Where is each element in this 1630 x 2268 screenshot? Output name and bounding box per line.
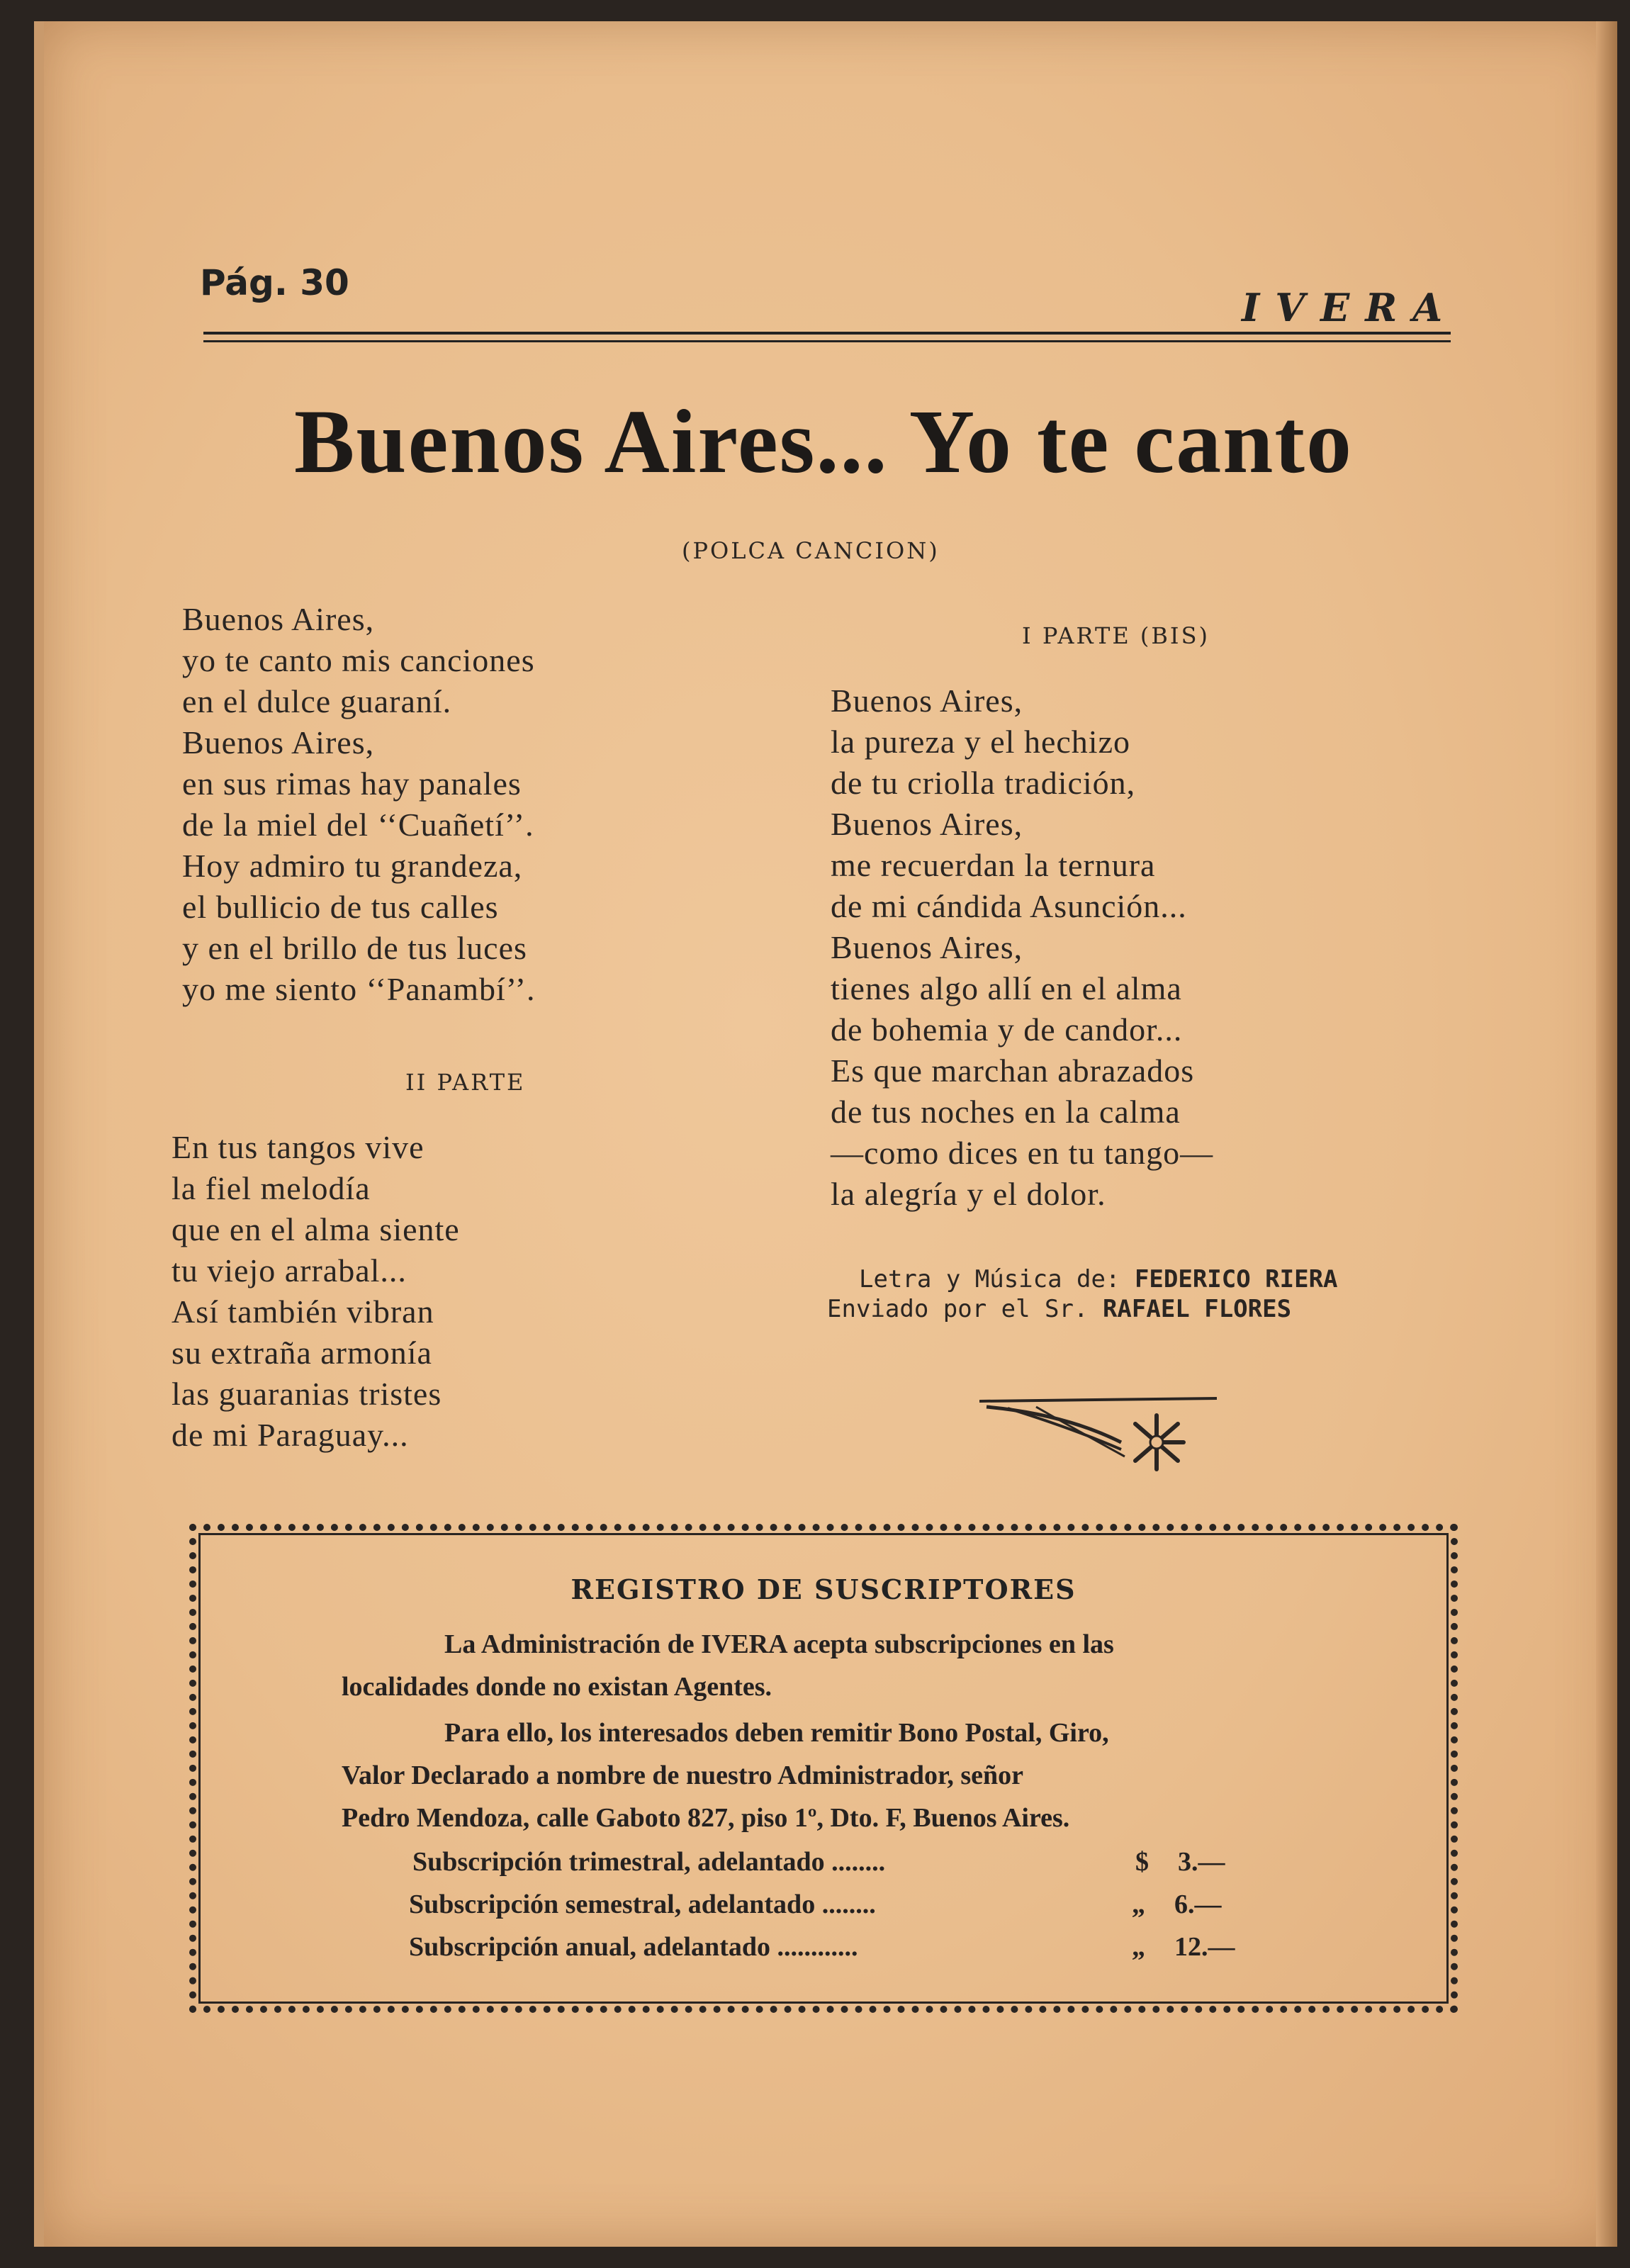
rate-currency: „ [1132, 1932, 1145, 1962]
verse-line: de tus noches en la calma [831, 1094, 1181, 1130]
subscription-title: REGISTRO DE SUSCRIPTORES [570, 1573, 1077, 1605]
verse-line: Hoy admiro tu grandeza, [182, 848, 523, 884]
verse-line: tu viejo arrabal... [172, 1252, 407, 1289]
verse-line: Es que marchan abrazados [831, 1052, 1195, 1089]
credit-label: Letra y Música de: [859, 1265, 1120, 1293]
rate-label: Subscripción semestral, adelantado ........ [409, 1890, 876, 1919]
rate-row-trimestral [412, 1846, 1225, 1877]
rate-row-semestral [409, 1889, 1222, 1920]
song-credit [859, 1265, 1338, 1293]
paragraph-line: Pedro Mendoza, calle Gaboto 827, piso 1º, Dto. F, Buenos Aires. [342, 1803, 1070, 1833]
paragraph-line: La Administración de IVERA acepta subscripciones en las [444, 1629, 1114, 1659]
verse-line: de la miel del ‘‘Cuañetí’’. [182, 807, 534, 843]
rate-row-anual [409, 1931, 1235, 1963]
verse-line: la pureza y el hechizo [831, 724, 1130, 760]
verse-line: Buenos Aires, [831, 929, 1023, 965]
sender-name: RAFAEL FLORES [1102, 1295, 1292, 1323]
song-subtitle: (POLCA CANCION) [682, 537, 940, 564]
page-number: Pág. 30 [200, 262, 349, 303]
subscription-paragraph-1 [342, 1623, 1334, 1708]
rate-label: Subscripción anual, adelantado ............ [409, 1932, 858, 1962]
verse-line: de mi Paraguay... [172, 1417, 409, 1453]
paragraph-line: Valor Declarado a nombre de nuestro Administrador, señor [342, 1761, 1024, 1790]
verse-line: que en el alma siente [172, 1211, 460, 1247]
song-title: Buenos Aires... Yo te canto [294, 391, 1353, 492]
verse-line: el bullicio de tus calles [182, 889, 499, 925]
verse-part2 [172, 1127, 460, 1456]
verse-line: de tu criolla tradición, [831, 765, 1136, 801]
song-sender [827, 1295, 1291, 1323]
credit-author: FEDERICO RIERA [1134, 1265, 1338, 1293]
verse-line: Buenos Aires, [831, 806, 1023, 842]
paragraph-line: localidades donde no existan Agentes. [342, 1672, 772, 1702]
rate-currency: „ [1132, 1890, 1145, 1919]
sender-label: Enviado por el Sr. [827, 1295, 1089, 1323]
rate-amount: 6.— [1174, 1890, 1222, 1919]
part1-heading: I PARTE (BIS) [1022, 622, 1210, 649]
verse-line: me recuerdan la ternura [831, 847, 1156, 883]
verse-line: de bohemia y de candor... [831, 1011, 1183, 1048]
verse-line: las guaranias tristes [172, 1376, 442, 1412]
verse-line: yo me siento ‘‘Panambí’’. [182, 971, 536, 1007]
verse-line: —como dices en tu tango— [831, 1135, 1214, 1171]
verse-line: tienes algo allí en el alma [831, 970, 1182, 1006]
verse-line: Buenos Aires, [831, 683, 1023, 719]
page-spine-edge [1596, 21, 1617, 2247]
floral-ornament-icon [979, 1393, 1235, 1478]
verse-line: Así también vibran [172, 1293, 434, 1330]
subscription-paragraph-2 [342, 1712, 1334, 1839]
rate-label: Subscripción trimestral, adelantado ........ [412, 1847, 886, 1877]
verse-part1 [831, 680, 1213, 1215]
verse-line: la alegría y el dolor. [831, 1176, 1106, 1212]
part2-heading: II PARTE [405, 1069, 526, 1096]
magazine-name: IVERA [1242, 285, 1458, 330]
verse-line: En tus tangos vive [172, 1129, 425, 1165]
subscription-box [189, 1524, 1458, 2013]
verse-intro [182, 599, 536, 1010]
rate-amount: 3.— [1178, 1847, 1225, 1877]
verse-line: su extraña armonía [172, 1335, 432, 1371]
verse-line: en el dulce guaraní. [182, 683, 452, 719]
verse-line: en sus rimas hay panales [182, 765, 522, 802]
magazine-page [34, 21, 1617, 2247]
rate-currency: $ [1135, 1847, 1149, 1877]
paragraph-line: Para ello, los interesados deben remitir Bono Postal, Giro, [444, 1718, 1109, 1748]
verse-line: de mi cándida Asunción... [831, 888, 1187, 924]
verse-line: Buenos Aires, [182, 601, 375, 637]
rate-amount: 12.— [1174, 1932, 1235, 1962]
verse-line: Buenos Aires, [182, 724, 375, 760]
header-rule-top [203, 332, 1451, 335]
verse-line: yo te canto mis canciones [182, 642, 535, 678]
header-rule-bottom [203, 340, 1451, 342]
verse-line: la fiel melodía [172, 1170, 371, 1206]
verse-line: y en el brillo de tus luces [182, 930, 527, 966]
